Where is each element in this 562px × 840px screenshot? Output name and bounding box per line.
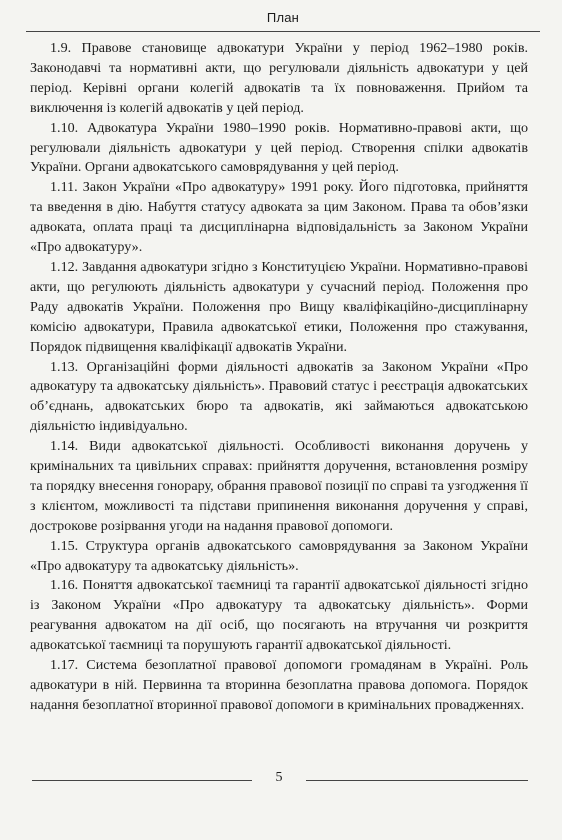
page-footer [30, 770, 528, 790]
plan-item-1-17: 1.17. Система безоплатної правової допомоги громадянам в Україні. Роль адвокатури в ній. Первинна та вторинна безоплатна правова допомога. Порядок надання безоплатної вторинної правової допомоги в кримінальних провадженнях. [30, 657, 528, 713]
footer-rule-right [306, 780, 528, 781]
running-header [26, 0, 540, 34]
plan-text [30, 39, 528, 716]
plan-item-1-11: 1.11. Закон України «Про адвокатуру» 1991 року. Його підготовка, прийняття та введення в дію. Набуття статусу адвоката за цим Законом. Права та обов’язки адвоката, оплата праці та дисциплінарна відповідальність за Законом України «Про адвокатуру». [30, 179, 528, 256]
page-number: 5 [275, 770, 283, 785]
plan-item-1-14: 1.14. Види адвокатської діяльності. Особливості виконання доручень у кримінальних та цивільних справах: прийняття доручення, встановлення розміру та порядку внесення гонорару, обрання правової позиції по справі та узгодження її з клієнтом, можливості та підстави припинення виконання доручення у справі, дострокове розірвання угоди на надання правової допомоги. [30, 438, 528, 534]
plan-item-1-15: 1.15. Структура органів адвокатського самоврядування за Законом України «Про адвокатуру та адвокатську діяльність». [30, 537, 528, 574]
plan-item-1-9: 1.9. Правове становище адвокатури України у період 1962–1980 років. Законодавчі та нормативні акти, що регулювали діяльність адвокатури у цей період. Керівні органи колегій адвокатів та їх повноваження. Прийом та виключення із колегій адвокатів у цей період. [30, 40, 528, 116]
plan-item-1-12: 1.12. Завдання адвокатури згідно з Конституцією України. Нормативно-правові акти, що регулюють діяльність адвокатури у сучасний період. Положення про Раду адвокатів України. Положення про Вищу кваліфікаційно-дисциплінарну комісію адвокатури, Правила адвокатської етики, Положення про стажування, Порядок підвищення кваліфікації адвокатів України. [30, 258, 528, 355]
plan-item-1-10: 1.10. Адвокатура України 1980–1990 років. Нормативно-правові акти, що регулювали діяльність адвокатури у цей період. Створення спілки адвокатів України. Органи адвокатського самоврядування у цей період. [30, 119, 528, 176]
plan-item-1-13: 1.13. Організаційні форми діяльності адвокатів за Законом України «Про адвокатуру та адвокатську діяльність». Правовий статус і реєстрація адвокатських об’єднань, адвокатських бюро та адвокатів, які займаються адвокатською діяльністю індивідуально. [30, 358, 528, 435]
plan-item-1-16: 1.16. Поняття адвокатської таємниці та гарантії адвокатської діяльності згідно із Законом України «Про адвокатуру та адвокатську діяльність». Форми реагування адвокатом на дії осіб, що посягають на втручання чи розкриття адвокатської таємниці та порушують гарантії адвокатської діяльності. [30, 577, 528, 654]
header-rule [26, 31, 540, 32]
running-header-title: План [266, 10, 300, 25]
